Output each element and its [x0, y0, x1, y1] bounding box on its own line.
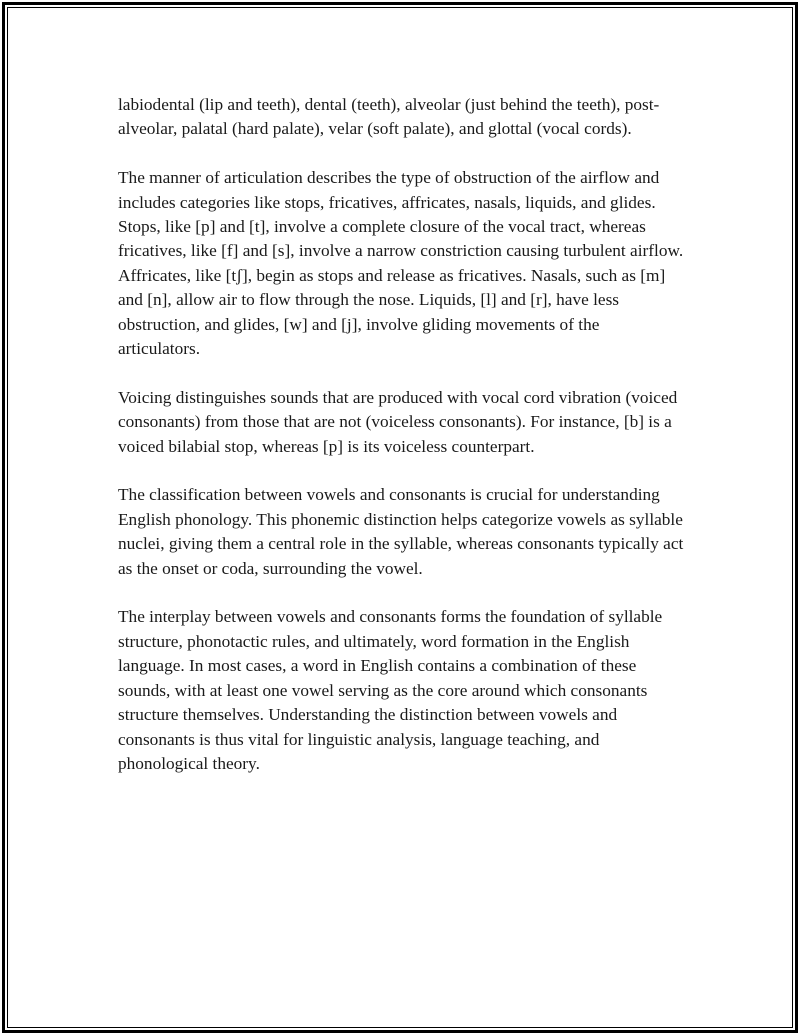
paragraph-manner-of-articulation: The manner of articulation describes the type of obstruction of the airflow and includes categories like stops, fricatives, affricates, nasals, liquids, and glides. Stops, like [p] and [t], involve a complete closure of the vocal tract, whereas fricatives, like [f] and [s], involve a narrow constriction causing turbulent airflow. Affricates, like [tʃ], begin as stops and release as fricatives. Nasals, such as [m] and [n], allow air to flow through the nose. Liquids, [l] and [r], have less obstruction, and glides, [w] and [j], involve gliding movements of the articulators.	[118, 168, 684, 359]
document-body	[118, 93, 684, 801]
paragraph-vowel-consonant-classification: The classification between vowels and consonants is crucial for understanding English phonology. This phonemic distinction helps categorize vowels as syllable nuclei, giving them a central role in the syllable, whereas consonants typically act as the onset or coda, surrounding the vowel.	[118, 485, 684, 578]
paragraph-voicing: Voicing distinguishes sounds that are produced with vocal cord vibration (voiced consonants) from those that are not (voiceless consonants). For instance, [b] is a voiced bilabial stop, whereas [p] is its voiceless counterpart.	[118, 387, 678, 456]
paragraph-places-of-articulation: labiodental (lip and teeth), dental (teeth), alveolar (just behind the teeth), post-alveolar, palatal (hard palate), velar (soft palate), and glottal (vocal cords).	[118, 95, 660, 139]
paragraph-interplay: The interplay between vowels and consonants forms the foundation of syllable structure, phonotactic rules, and ultimately, word formation in the English language. In most cases, a word in English contains a combination of these sounds, with at least one vowel serving as the core around which consonants structure themselves. Understanding the distinction between vowels and consonants is thus vital for linguistic analysis, language teaching, and phonological theory.	[118, 607, 663, 773]
